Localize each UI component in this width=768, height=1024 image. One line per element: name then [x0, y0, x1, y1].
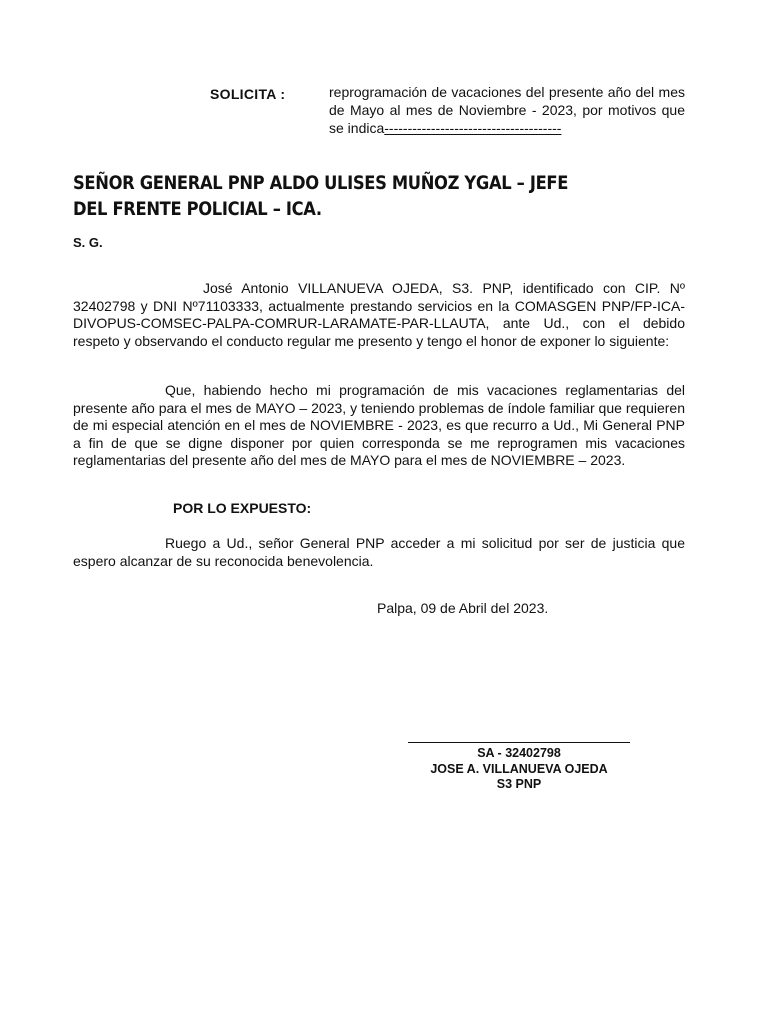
signature-line [408, 742, 630, 743]
signature-name: JOSE A. VILLANUEVA OJEDA [430, 761, 608, 776]
body-paragraph-closing: Ruego a Ud., señor General PNP acceder a mi solicitud por ser de justicia que espero alcanzar de su reconocida benevolencia. [73, 535, 685, 569]
solicita-subject [329, 83, 685, 137]
por-lo-expuesto-heading: POR LO EXPUESTO: [173, 500, 312, 516]
signature-id: SA - 32402798 [477, 746, 561, 760]
solicita-subject-text: reprogramación de vacaciones del presente año del mes de Mayo al mes de Noviembre - 2023, por motivos que se indica [329, 84, 685, 136]
signature-rank: S3 PNP [496, 777, 542, 791]
addressee-heading: SEÑOR GENERAL PNP ALDO ULISES MUÑOZ YGAL – JEFE DEL FRENTE POLICIAL – ICA. [73, 172, 569, 220]
solicita-dashes: -------------------------------------- [384, 120, 562, 136]
salutation: S. G. [73, 235, 103, 250]
body-paragraph-intro: José Antonio VILLANUEVA OJEDA, S3. PNP, identificado con CIP. Nº 32402798 y DNI Nº71103333, actualmente prestando servicios en la COMASGEN PNP/FP-ICA-DIVOPUS-COMSEC-PALPA-COMRUR-LARAMATE-PAR-LLAUTA, ante Ud., con el debido respeto y observando el conducto regular me presento y tengo el honor de exponer lo siguiente: [73, 280, 685, 349]
solicita-label: SOLICITA : [210, 86, 286, 102]
body-paragraph-request: Que, habiendo hecho mi programación de mis vacaciones reglamentarias del presente año para el mes de MAYO – 2023, y teniendo problemas de índole familiar que requieren de mi especial atención en el mes de NOVIEMBRE - 2023, es que recurro a Ud., Mi General PNP a fin de que se digne disponer por quien corresponda se me reprogramen mis vacaciones reglamentarias del presente año del mes de MAYO para el mes de NOVIEMBRE – 2023. [73, 382, 685, 468]
signature-block [408, 746, 630, 793]
date-line: Palpa, 09 de Abril del 2023. [377, 600, 549, 616]
